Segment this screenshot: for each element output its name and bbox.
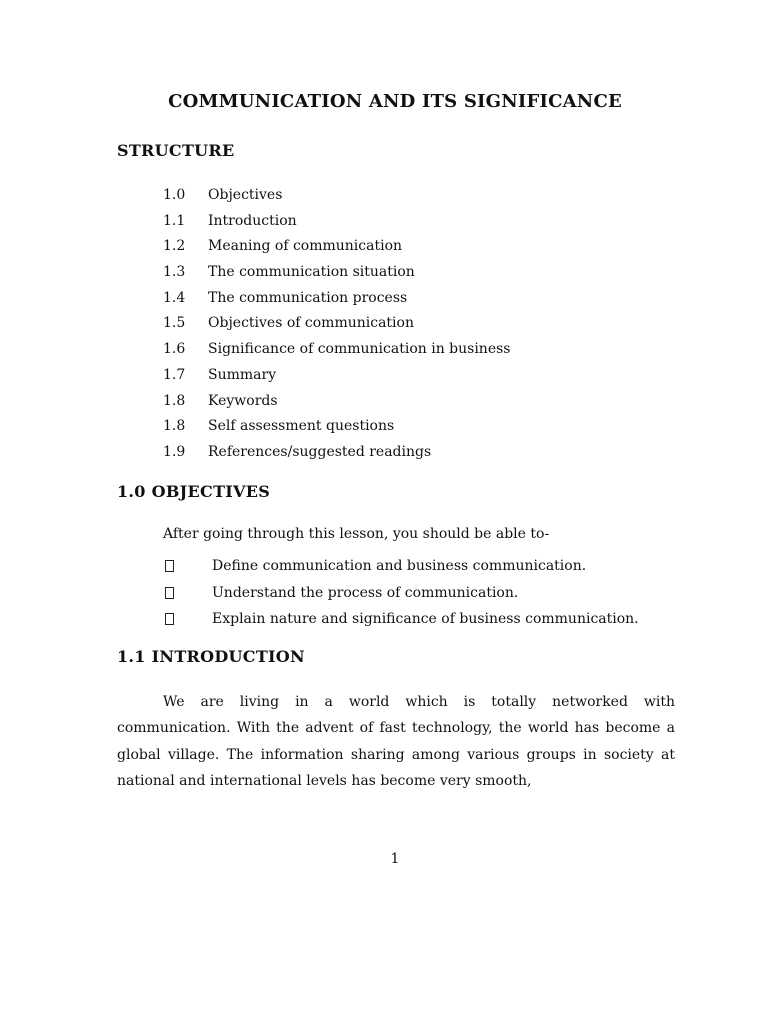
structure-item-number: 1.4 <box>163 289 186 306</box>
structure-list <box>163 184 510 467</box>
structure-item-label: Significance of communication in business <box>208 341 511 358</box>
structure-item-label: Objectives of communication <box>208 315 414 332</box>
structure-item-number: 1.8 <box>163 418 186 435</box>
structure-item-number: 1.3 <box>163 264 186 281</box>
structure-item-number: 1.9 <box>163 443 186 460</box>
document-title: COMMUNICATION AND ITS SIGNIFICANCE <box>168 91 622 112</box>
objective-text: Define communication and business communication. <box>212 558 587 575</box>
structure-item-label: The communication situation <box>208 264 415 281</box>
page-number: 1 <box>390 851 400 867</box>
structure-item-label: The communication process <box>208 289 408 306</box>
structure-heading: STRUCTURE <box>117 141 235 160</box>
objectives-intro: After going through this lesson, you should be able to- <box>163 526 550 542</box>
structure-item-label: Objectives <box>208 187 283 203</box>
structure-item <box>163 441 510 467</box>
objective-text: Understand the process of communication. <box>212 584 519 601</box>
structure-item-number: 1.2 <box>163 238 186 255</box>
structure-item <box>163 287 510 313</box>
structure-item <box>163 415 510 441</box>
structure-item-label: Keywords <box>208 392 278 409</box>
structure-item-label: Meaning of communication <box>208 238 403 255</box>
objective-item <box>163 580 639 607</box>
structure-item-label: References/suggested readings <box>208 443 432 460</box>
structure-item <box>163 338 510 364</box>
structure-item-number: 1.5 <box>163 315 186 332</box>
structure-item-label: Introduction <box>208 212 297 229</box>
structure-item-number: 1.7 <box>163 366 186 383</box>
objective-item <box>163 553 639 580</box>
structure-item-label: Summary <box>208 366 277 383</box>
objectives-heading: 1.0 OBJECTIVES <box>117 482 271 501</box>
structure-item-label: Self assessment questions <box>208 418 395 435</box>
structure-item <box>163 261 510 287</box>
structure-item-number: 1.0 <box>163 187 186 203</box>
structure-item <box>163 184 510 210</box>
structure-item-number: 1.8 <box>163 392 186 409</box>
checkbox-bullet-icon <box>165 560 174 572</box>
structure-item-number: 1.1 <box>163 212 186 229</box>
introduction-heading: 1.1 INTRODUCTION <box>117 647 305 666</box>
objectives-list <box>163 553 639 633</box>
introduction-paragraph: We are living in a world which is totally networked with communication. With the advent of fast technology, the world has become a global village. The information sharing among various groups in society at national and international levels has become very smooth, <box>117 694 675 789</box>
structure-item <box>163 312 510 338</box>
objective-item <box>163 606 639 633</box>
structure-item-number: 1.6 <box>163 341 186 358</box>
structure-item <box>163 210 510 236</box>
structure-item <box>163 364 510 390</box>
structure-item <box>163 235 510 261</box>
checkbox-bullet-icon <box>165 613 174 625</box>
objective-text: Explain nature and significance of business communication. <box>212 611 639 628</box>
structure-item <box>163 390 510 416</box>
checkbox-bullet-icon <box>165 587 174 599</box>
